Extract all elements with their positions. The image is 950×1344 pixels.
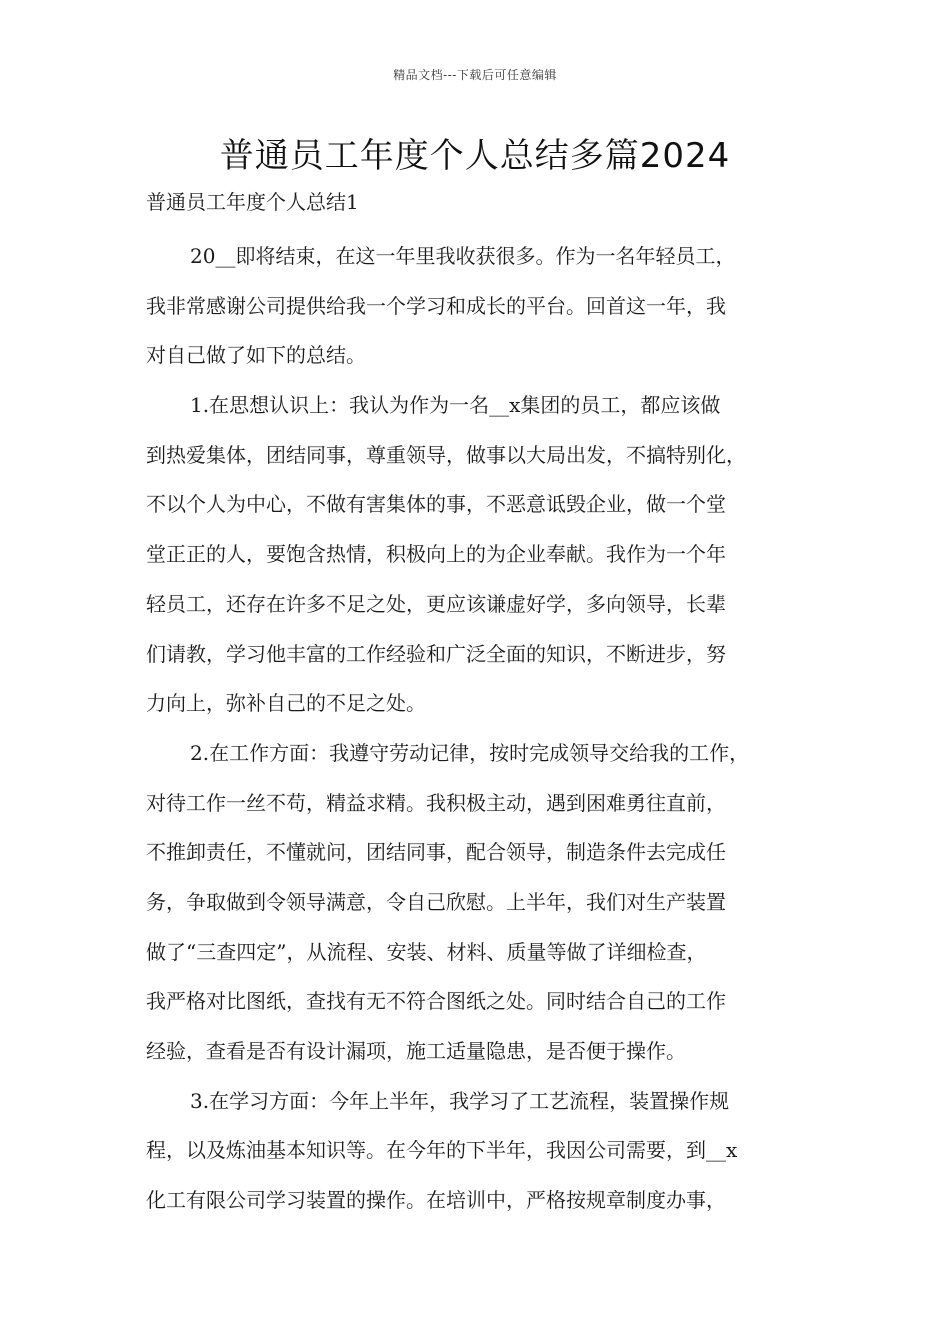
text-line: 不以个人为中心，不做有害集体的事，不恶意诋毁企业，做一个堂 (146, 492, 726, 517)
text-line: 2.在工作方面：我遵守劳动记律，按时完成领导交给我的工作， (190, 740, 750, 765)
text-line: 轻员工，还存在许多不足之处，更应该谦虚好学，多向领导，长辈 (146, 591, 726, 616)
document-title: 普通员工年度个人总结多篇2024 (219, 136, 731, 176)
text-line: 化工有限公司学习装置的操作。在培训中，严格按规章制度办事， (146, 1188, 726, 1213)
text-line: 20__即将结束，在这一年里我收获很多。作为一名年轻员工， (190, 244, 736, 268)
paragraph-work (146, 729, 811, 1077)
paragraph-thinking (146, 381, 811, 729)
text-line: 对待工作一丝不苟，精益求精。我积极主动，遇到困难勇往直前， (146, 790, 726, 815)
text-line: 我非常感谢公司提供给我一个学习和成长的平台。回首这一年，我 (146, 293, 726, 318)
text-line: 不推卸责任，不懂就问，团结同事，配合领导，制造条件去完成任 (146, 840, 726, 865)
paragraph-intro (146, 232, 811, 381)
paragraph-study (146, 1077, 811, 1226)
text-line: 到热爱集体，团结同事，尊重领导，做事以大局出发，不搞特别化， (146, 442, 746, 467)
document-body (146, 232, 811, 1226)
text-line: 务，争取做到令领导满意，令自己欣慰。上半年，我们对生产装置 (146, 889, 726, 914)
section-heading: 普通员工年度个人总结1 (146, 190, 359, 214)
text-line: 力向上，弥补自己的不足之处。 (146, 691, 426, 716)
text-line: 3.在学习方面：今年上半年，我学习了工艺流程，装置操作规 (190, 1088, 730, 1113)
text-line: 对自己做了如下的总结。 (146, 343, 366, 368)
text-line: 经验，查看是否有设计漏项，施工适量隐患，是否便于操作。 (146, 1039, 686, 1063)
header-note: 精品文档---下载后可任意编辑 (393, 68, 557, 82)
text-line: 们请教，学习他丰富的工作经验和广泛全面的知识，不断进步，努 (146, 641, 726, 666)
text-line: 我严格对比图纸，查找有无不符合图纸之处。同时结合自己的工作 (146, 989, 726, 1014)
text-line: 做了“三查四定”，从流程、安装、材料、质量等做了详细检查， (146, 939, 707, 964)
text-line: 程，以及炼油基本知识等。在今年的下半年，我因公司需要，到__x (146, 1138, 738, 1163)
text-line: 1.在思想认识上：我认为作为一名__x集团的员工，都应该做 (190, 393, 721, 418)
text-line: 堂正正的人，要饱含热情，积极向上的为企业奉献。我作为一个年 (146, 542, 726, 567)
